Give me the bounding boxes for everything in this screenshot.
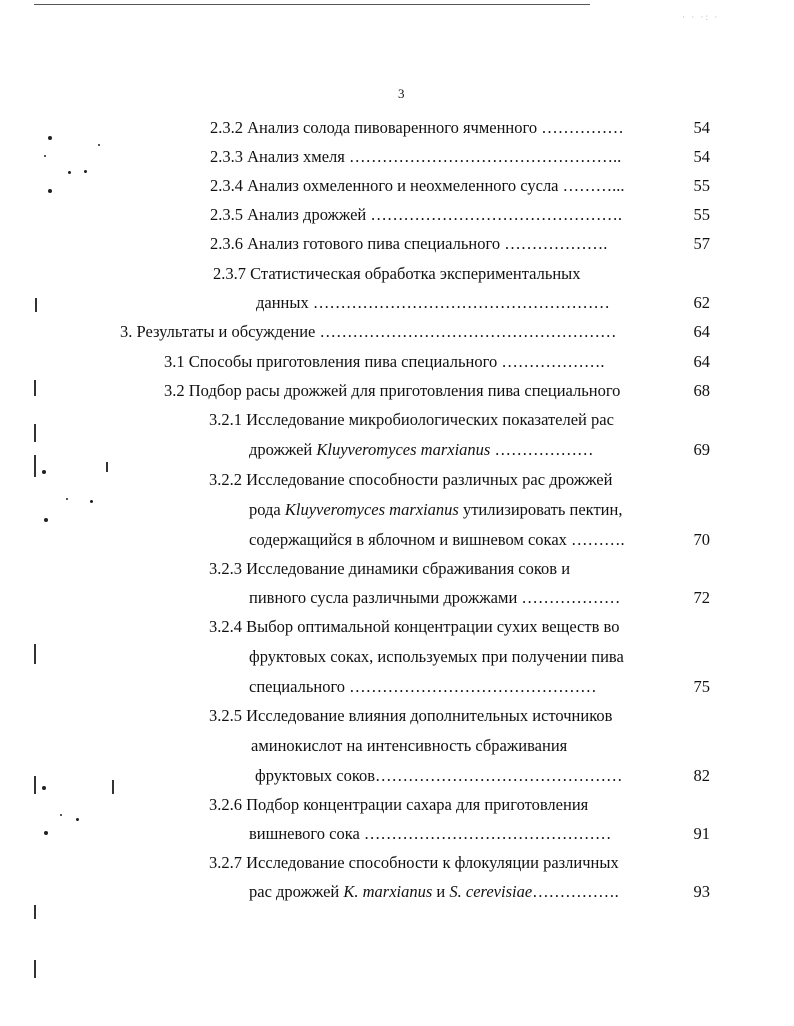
scan-tick [34, 380, 36, 396]
toc-entry-line: фруктовых соках, используемых при получении пива [249, 647, 624, 666]
scan-tick [34, 905, 36, 919]
toc-page-number: 93 [693, 882, 710, 901]
toc-page-number: 55 [693, 176, 710, 195]
toc-entry-line: 2.3.7 Статистическая обработка экспериментальных [213, 264, 581, 283]
toc-entry-line: данных ……………………………………………… [256, 293, 610, 312]
toc-page-number: 82 [693, 766, 710, 785]
toc-entry-line: 3.2.2 Исследование способности различных рас дрожжей [209, 470, 613, 489]
toc-entry-line: 3.1 Способы приготовления пива специального ………………. [164, 352, 605, 371]
toc-entry-line: дрожжей Kluyveromyces marxianus ……………… [249, 440, 594, 459]
scan-speck [66, 498, 68, 500]
scan-speck [68, 171, 71, 174]
toc-entry-line: 2.3.3 Анализ хмеля ………………………………………….. [210, 147, 622, 166]
toc-entry-line: рода Kluyveromyces marxianus утилизировать пектин, [249, 500, 623, 519]
toc-page-number: 91 [693, 824, 710, 843]
toc-entry-line: 3.2.3 Исследование динамики сбраживания соков и [209, 559, 571, 578]
toc-page-number: 72 [693, 588, 710, 607]
toc-entry-line: фруктовых соков……………………………………… [255, 766, 623, 785]
scan-tick [35, 298, 37, 312]
scan-speck [44, 831, 48, 835]
toc-entry-line: аминокислот на интенсивность сбраживания [251, 736, 568, 755]
toc-page-number: 54 [693, 118, 710, 137]
scan-tick [34, 776, 36, 794]
scan-speck [42, 786, 46, 790]
scan-speck [44, 518, 48, 522]
toc-page-number: 55 [693, 205, 710, 224]
toc-entry-line: 2.3.6 Анализ готового пива специального ………………. [210, 234, 608, 253]
scan-tick [112, 780, 114, 794]
toc-page-number: 64 [693, 352, 710, 371]
scan-speck [76, 818, 79, 821]
scan-speck [90, 500, 93, 503]
scan-tick [34, 644, 36, 664]
toc-entry-line: 2.3.2 Анализ солода пивоваренного ячменного …………… [210, 118, 624, 137]
toc-entry-line: 3.2.5 Исследование влияния дополнительных источников [209, 706, 613, 725]
toc-entry-line: 2.3.5 Анализ дрожжей ………………………………………. [210, 205, 623, 224]
toc-entry-line: 3.2.7 Исследование способности к флокуляции различных [209, 853, 619, 872]
toc-page-number: 69 [693, 440, 710, 459]
toc-page-number: 57 [693, 234, 710, 253]
toc-entry-line: 3.2.1 Исследование микробиологических показателей рас [209, 410, 614, 429]
scan-tick [34, 455, 36, 477]
toc-entry-line: 3.2 Подбор расы дрожжей для приготовления пива специального [164, 381, 621, 400]
toc-entry-line: пивного сусла различными дрожжами ……………… [249, 588, 621, 607]
scan-tick [34, 424, 36, 442]
toc-page-number: 70 [693, 530, 710, 549]
scan-speck [44, 155, 46, 157]
toc-entry-line: 3.2.6 Подбор концентрации сахара для приготовления [209, 795, 589, 814]
toc-page-number: 75 [693, 677, 710, 696]
toc-page-number: 54 [693, 147, 710, 166]
scan-speck [84, 170, 87, 173]
toc-page-number: 68 [693, 381, 710, 400]
toc-entry-line: рас дрожжей K. marxianus и S. cerevisiae……………. [249, 882, 619, 901]
toc-entry-line: 3.2.4 Выбор оптимальной концентрации сухих веществ во [209, 617, 620, 636]
toc-entry-line: 3. Результаты и обсуждение ……………………………………………… [120, 322, 617, 341]
scan-speck [60, 814, 62, 816]
toc-entry-line: специального ……………………………………… [249, 677, 597, 696]
toc-entry-line: содержащийся в яблочном и вишневом соках ………. [249, 530, 625, 549]
scan-speck [48, 189, 52, 193]
page-number: 3 [398, 86, 405, 101]
toc-entry-line: вишневого сока ……………………………………… [249, 824, 612, 843]
top-border-line [34, 4, 590, 5]
toc-entry-line: 2.3.4 Анализ охмеленного и неохмеленного сусла ………... [210, 176, 625, 195]
scan-speck [42, 470, 46, 474]
scan-tick [106, 462, 108, 472]
scan-speck [48, 136, 52, 140]
toc-page-number: 64 [693, 322, 710, 341]
scan-speck [98, 144, 100, 146]
scan-noise: · · ·: · [682, 12, 720, 22]
toc-page-number: 62 [693, 293, 710, 312]
scan-tick [34, 960, 36, 978]
